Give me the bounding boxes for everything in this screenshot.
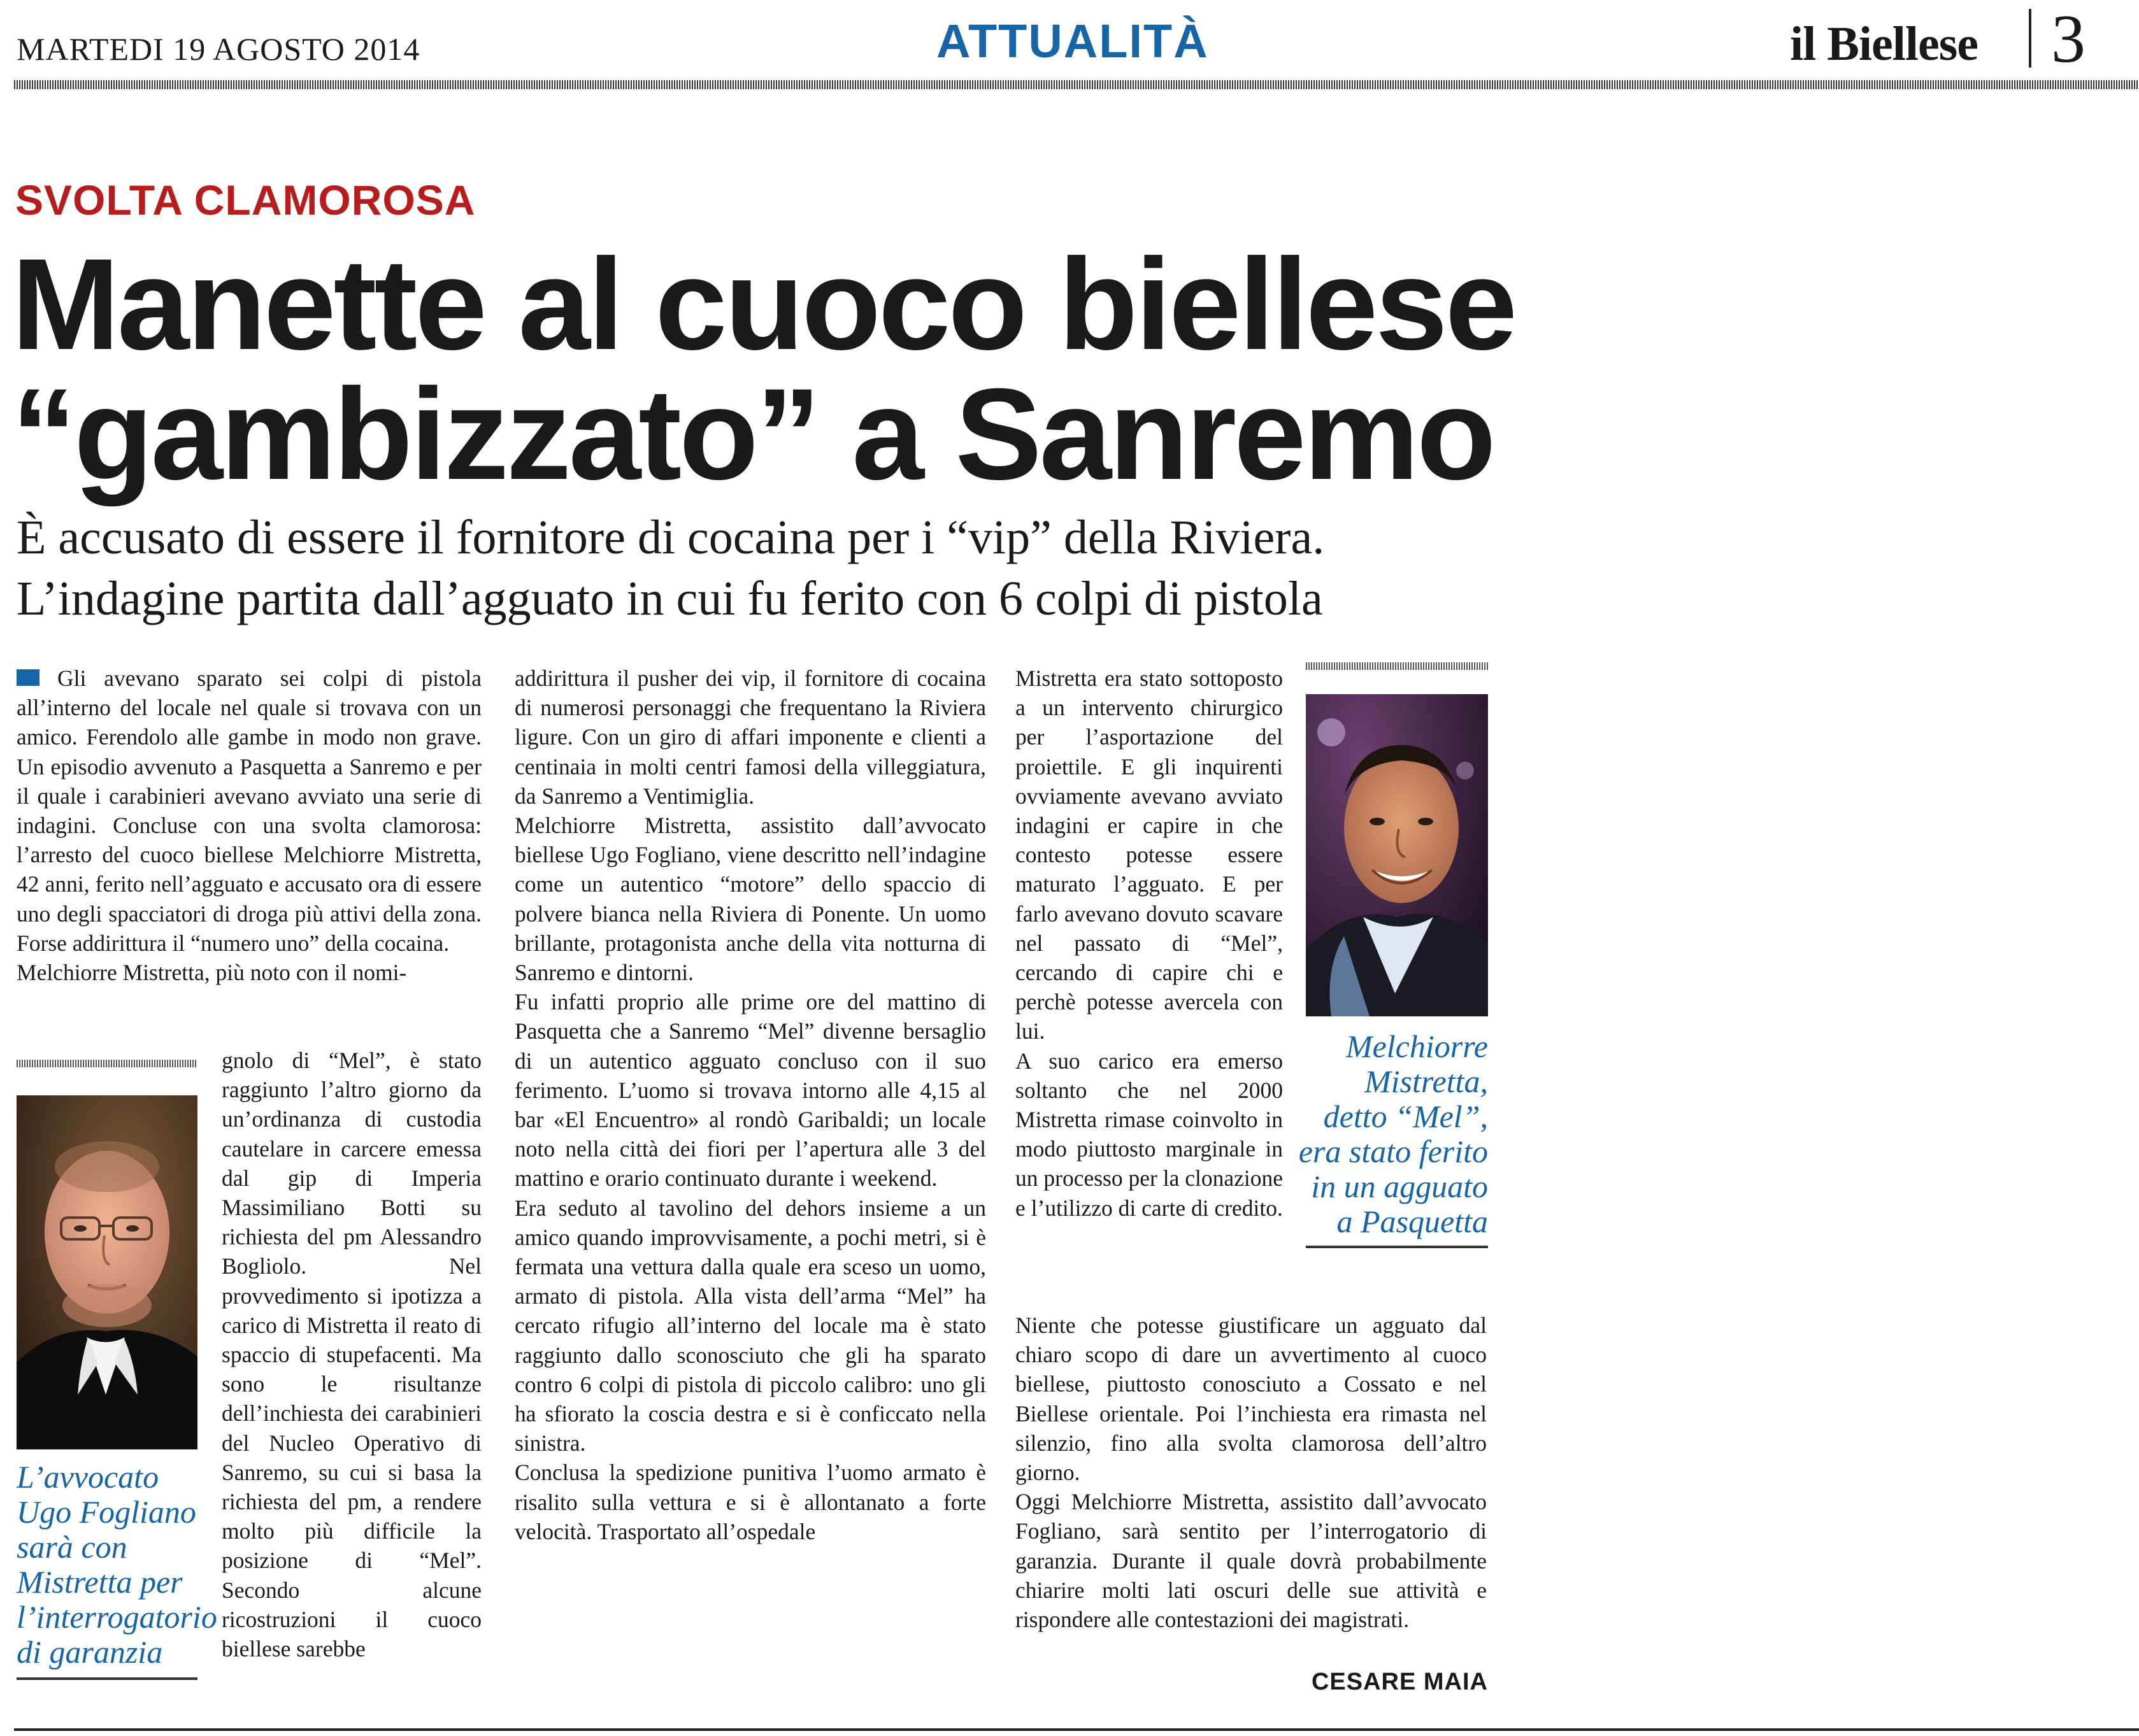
page-bottom-rule: [14, 1728, 2139, 1731]
masthead-rule: [14, 80, 2139, 89]
subheadline-line-1: È accusato di essere il fornitore di cocaina per i “vip” della Riviera.: [17, 511, 1325, 564]
article-paragraph: Mistretta era stato sottoposto a un intervento chirurgico per l’asportazione del proiettile. E gli inquirenti ovviamente avevano avviato indagini er capire in che contesto potesse essere maturato l’agguato. E per farlo avevano dovuto scavare nel passato di “Mel”, cercando di capire chi e perchè potesse avercela con lui.: [1015, 665, 1283, 1044]
article-paragraph: Oggi Melchiorre Mistretta, assistito dall’avvocato Fogliano, sarà sentito per l’interrogatorio di garanzia. Durante il quale dovrà probabilmente chiarire molti lati oscuri delle sue attività e rispondere alle contestazioni dei magistrati.: [1015, 1489, 1487, 1633]
article-paragraph: [17, 664, 482, 958]
article-column-3: [1015, 664, 1283, 1223]
page-number: 3: [2051, 1, 2085, 77]
subheadline-line-2: L’indagine partita dall’agguato in cui fu ferito con 6 colpi di pistola: [17, 572, 1323, 625]
lead-marker-icon: [17, 669, 39, 686]
article-paragraph: Conclusa la spedizione punitiva l’uomo armato è risalito sulla vettura e si è allontanato a forte velocità. Trasportato all’ospedale: [515, 1460, 986, 1544]
caption-rule: [1306, 1246, 1488, 1248]
photo-rule: [17, 1060, 197, 1067]
author-byline: CESARE MAIA: [1311, 1668, 1488, 1695]
lead-paragraph-text: Gli avevano sparato sei colpi di pistola all’interno del locale nel quale si trovava con un amico. Ferendolo alle gambe in modo non grave. Un episodio avvenuto a Pasquetta a Sanremo e per il quale i carabinieri avevano avviato una serie di indagini. Concluse con una svolta clamorosa: l’arresto del cuoco biellese Melchiorre Mistretta, 42 anni, ferito nell’agguato e accusato ora di essere uno degli spacciatori di droga più attivi della zona. Forse addirittura il “numero uno” della cocaina.: [17, 665, 482, 956]
article-paragraph: Fu infatti proprio alle prime ore del mattino di Pasquetta che a Sanremo “Mel” divenne bersaglio di un autentico agguato concluso con il suo ferimento. L’uomo si trovava intorno alle 4,15 al bar «El Encuentro» al rondò Garibaldi; un locale noto nella città dei fiori per l’apertura alle 3 del mattino e orario continuato durante i weekend.: [515, 989, 986, 1192]
article-column-2: [515, 664, 986, 1546]
article-paragraph: Era seduto al tavolino del dehors insieme a un amico quando improvvisamente, a pochi metri, si è fermata una vettura dalla quale era sceso un uomo, armato di pistola. Alla vista dell’arma “Mel” ha cercato rifugio all’interno del locale ma è stato raggiunto dallo sconosciuto che gli ha sparato contro 6 colpi di pistola di piccolo calibro: uno gli ha sfiorato la coscia destra e si è conficcato nella sinistra.: [515, 1195, 986, 1456]
article-column-3-continued: [1015, 1311, 1487, 1634]
article-paragraph: Melchiorre Mistretta, più noto con il nomi-: [17, 960, 407, 986]
lawyer-portrait-image: [17, 1095, 197, 1449]
mel-photo-caption: Melchiorre Mistretta, detto “Mel”, era stato ferito in un agguato a Pasquetta: [1298, 1028, 1488, 1239]
article-column-1: [17, 664, 482, 987]
newspaper-logo: il Biellese: [1790, 17, 1978, 71]
mel-portrait-image: [1306, 694, 1488, 1016]
headline-line-1: Manette al cuoco biellese: [11, 232, 1515, 377]
article-paragraph: Niente che potesse giustificare un agguato dal chiaro scopo di dare un avvertimento al cuoco biellese, piuttosto conosciuto a Cossato e nel Biellese orientale. Poi l’inchiesta era rimasta nel silenzio, fino alla svolta clamorosa dell’altro giorno.: [1015, 1313, 1487, 1486]
article-paragraph: A suo carico era emerso soltanto che nel 2000 Mistretta rimase coinvolto in modo piuttosto marginale in un processo per la clonazione e l’utilizzo di carte di credito.: [1015, 1048, 1283, 1221]
headline-line-2: “gambizzato” a Sanremo: [11, 362, 1494, 507]
issue-date: MARTEDI 19 AGOSTO 2014: [17, 31, 420, 67]
article-paragraph: gnolo di “Mel”, è stato raggiunto l’altro giorno da un’ordinanza di custodia cautelare in carcere emessa dal gip di Imperia Massimiliano Botti su richiesta del pm Alessandro Bogliolo. Nel provvedimento si ipotizza a carico di Mistretta il reato di spaccio di stupefacenti. Ma sono le risultanze dell’inchiesta dei carabinieri del Nucleo Operativo di Sanremo, su cui si basa la richiesta del pm, a rendere molto più difficile la posizione di “Mel”. Secondo alcune ricostruzioni il cuoco biellese sarebbe: [222, 1048, 482, 1662]
caption-rule: [17, 1677, 197, 1680]
section-title: ATTUALITÀ: [936, 15, 1209, 68]
article-paragraph: Melchiorre Mistretta, assistito dall’avvocato biellese Ugo Fogliano, viene descritto nell’indagine come un autentico “motore” dello spaccio di polvere bianca nella Riviera di Ponente. Un uomo brillante, protagonista anche della vita notturna di Sanremo e dintorni.: [515, 813, 986, 986]
lawyer-photo: [17, 1095, 197, 1449]
lawyer-photo-caption: L’avvocato Ugo Fogliano sarà con Mistretta per l’interrogatorio di garanzia: [17, 1459, 217, 1670]
article-kicker: SVOLTA CLAMOROSA: [15, 176, 476, 224]
article-paragraph: addirittura il pusher dei vip, il fornitore di cocaina di numerosi personaggi che frequentano la Riviera ligure. Con un giro di affari imponente e clienti a centinaia in molti centri famosi della villeggiatura, da Sanremo a Ventimiglia.: [515, 665, 986, 809]
mel-photo: [1306, 694, 1488, 1016]
article-column-1-continued: [222, 1046, 482, 1663]
photo-rule: [1306, 662, 1488, 670]
masthead-divider: [2029, 9, 2031, 68]
